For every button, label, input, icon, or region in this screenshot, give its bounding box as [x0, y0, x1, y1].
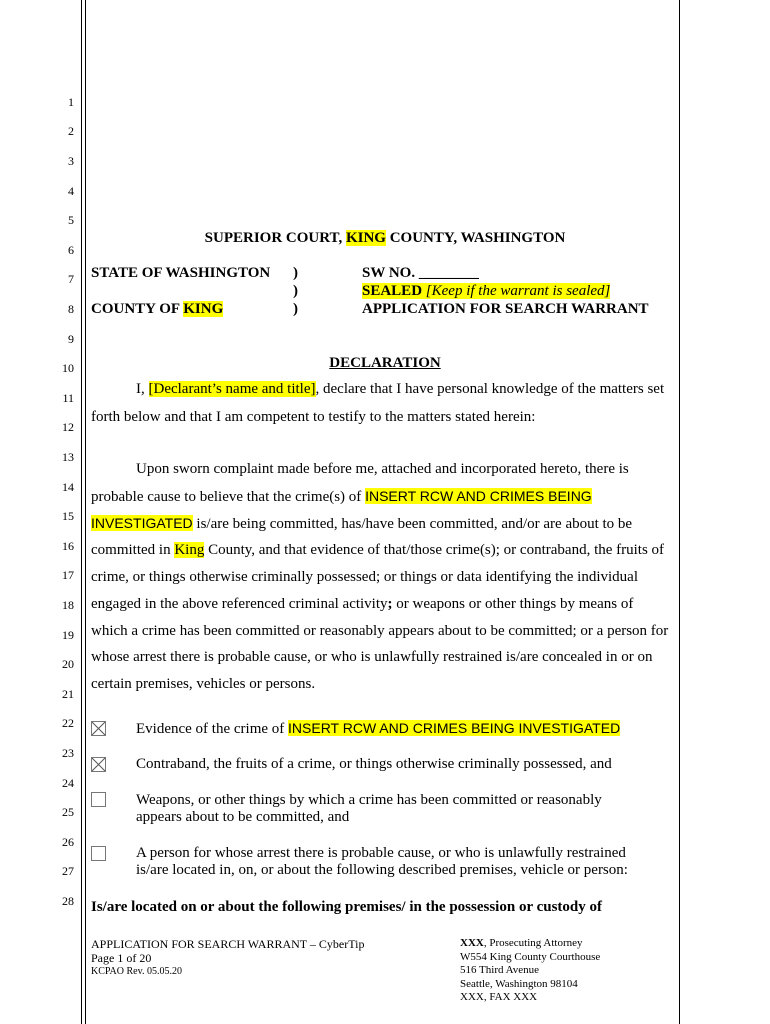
p1-prefix: I,	[136, 381, 149, 397]
p2-line6-suffix: or weapons or other things by means of	[392, 596, 634, 612]
weapons-checkbox-label-line-2: appears about to be committed, and	[136, 809, 350, 825]
line-number: 3	[68, 154, 74, 168]
p2-line4-suffix: County, and that evidence of that/those crime(s); or contraband, the fruits of	[204, 542, 665, 558]
line-number: 27	[62, 864, 74, 878]
line-number: 7	[68, 272, 74, 286]
line-number: 9	[68, 332, 74, 346]
sealed-note: [Keep if the warrant is sealed]	[422, 283, 611, 299]
line-number: 26	[62, 835, 74, 849]
line-number: 6	[68, 243, 74, 257]
paragraph-2-line-9: certain premises, vehicles or persons.	[91, 676, 316, 692]
court-county: KING	[345, 230, 386, 246]
paragraph-2-line-5: crime, or things otherwise criminally possessed; or things or data identifying the individual	[91, 569, 638, 585]
line-number: 22	[62, 716, 74, 730]
line-number: 2	[68, 124, 74, 138]
footer-address-3: Seattle, Washington 98104	[460, 978, 578, 990]
line-number: 24	[62, 776, 74, 790]
attorney-name: XXX	[460, 937, 484, 949]
line-number: 20	[62, 657, 74, 671]
located-line: Is/are located on or about the following premises/ in the possession or custody of	[91, 899, 603, 915]
line-number: 23	[62, 746, 74, 760]
line-number: 10	[62, 361, 74, 375]
line-number: 4	[68, 184, 74, 198]
crimes-placeholder: INSERT RCW AND CRIMES BEING	[365, 488, 592, 504]
declarant-name: [Declarant’s name and title]	[148, 381, 316, 397]
line-number: 12	[62, 420, 74, 434]
footer-phone: XXX, FAX XXX	[460, 991, 538, 1003]
weapons-checkbox[interactable]	[91, 792, 106, 807]
court-prefix: SUPERIOR COURT,	[204, 230, 346, 246]
paragraph-2-line-8: whose arrest there is probable cause, or who is unlawfully restrained is/are concealed in or on	[91, 649, 653, 665]
line-number: 8	[68, 302, 74, 316]
paragraph-2-line-4	[91, 542, 664, 559]
line-number: 16	[62, 539, 74, 553]
sealed-label: SEALED	[362, 283, 423, 299]
p2-line6-prefix: engaged in the above referenced criminal activity	[91, 596, 388, 612]
line-number: 1	[68, 95, 74, 109]
evidence-label-prefix: Evidence of the crime of	[136, 721, 289, 737]
court-suffix: COUNTY, WASHINGTON	[385, 230, 566, 246]
p2-line6-semicolon: ;	[387, 596, 393, 612]
paragraph-2-line-6	[91, 596, 633, 613]
line-number: 11	[62, 391, 74, 405]
p2-line3-suffix: is/are being committed, has/have been committed, and/or are about to be	[192, 516, 633, 532]
line-number: 18	[62, 598, 74, 612]
line-number: 25	[62, 805, 74, 819]
caption-state: STATE OF WASHINGTON	[91, 265, 271, 281]
line-number: 14	[62, 480, 74, 494]
evidence-checkbox-label	[136, 720, 620, 738]
contraband-checkbox-label: Contraband, the fruits of a crime, or things otherwise criminally possessed, and	[136, 756, 612, 772]
footer-address-2: 516 Third Avenue	[460, 964, 540, 976]
line-number: 13	[62, 450, 74, 464]
left-margin-rule-inner	[85, 0, 86, 1024]
footer-title: APPLICATION FOR SEARCH WARRANT – CyberTip	[91, 937, 365, 951]
p1-suffix: , declare that I have personal knowledge of the matters set	[315, 381, 665, 397]
person-checkbox-label-line-1: A person for whose arrest there is probable cause, or who is unlawfully restrained	[136, 845, 626, 861]
declaration-paragraph-1-line-2: forth below and that I am competent to testify to the matters stated herein:	[91, 409, 536, 425]
declaration-paragraph-1-line-1	[136, 381, 664, 398]
caption-paren: )	[293, 301, 298, 317]
person-checkbox[interactable]	[91, 846, 106, 861]
right-margin-rule	[679, 0, 680, 1024]
paragraph-2-line-1: Upon sworn complaint made before me, attached and incorporated hereto, there is	[136, 461, 629, 477]
check-x-icon	[92, 722, 105, 735]
caption-paren: )	[293, 265, 298, 281]
line-number: 5	[68, 213, 74, 227]
footer-attorney	[460, 937, 583, 949]
person-checkbox-label-line-2: is/are located in, on, or about the following described premises, vehicle or person:	[136, 862, 628, 878]
line-number: 17	[62, 568, 74, 582]
caption-county	[91, 301, 223, 318]
sw-number: SW NO. ________	[362, 265, 479, 281]
caption-paren: )	[293, 283, 298, 299]
sealed-line	[362, 283, 610, 300]
county-placeholder: King	[174, 542, 205, 558]
paragraph-2-line-2	[91, 488, 592, 506]
evidence-checkbox[interactable]	[91, 721, 106, 736]
evidence-crimes-placeholder: INSERT RCW AND CRIMES BEING INVESTIGATED	[288, 720, 621, 736]
weapons-checkbox-label-line-1: Weapons, or other things by which a crime has been committed or reasonably	[136, 792, 602, 808]
footer-address-1: W554 King County Courthouse	[460, 951, 601, 963]
crimes-placeholder-cont: INVESTIGATED	[91, 515, 193, 531]
line-number: 15	[62, 509, 74, 523]
footer-page: Page 1 of 20	[91, 951, 152, 965]
p2-line4-prefix: committed in	[91, 542, 175, 558]
court-heading	[0, 230, 770, 247]
paragraph-2-line-7: which a crime has been committed or reasonably appears about to be committed; or a person for	[91, 623, 669, 639]
caption-county-prefix: COUNTY OF	[91, 301, 184, 317]
line-number: 21	[62, 687, 74, 701]
footer-rev: KCPAO Rev. 05.05.20	[91, 966, 182, 977]
check-x-icon	[92, 758, 105, 771]
line-number: 19	[62, 628, 74, 642]
paragraph-2-line-3	[91, 515, 632, 533]
application-title: APPLICATION FOR SEARCH WARRANT	[362, 301, 649, 317]
attorney-title: , Prosecuting Attorney	[483, 937, 583, 949]
line-number: 28	[62, 894, 74, 908]
left-margin-rule-outer	[81, 0, 82, 1024]
caption-county-name: KING	[183, 301, 224, 317]
p2-line2-prefix: probable cause to believe that the crime(s) of	[91, 489, 366, 505]
declaration-heading: DECLARATION	[329, 355, 441, 371]
contraband-checkbox[interactable]	[91, 757, 106, 772]
